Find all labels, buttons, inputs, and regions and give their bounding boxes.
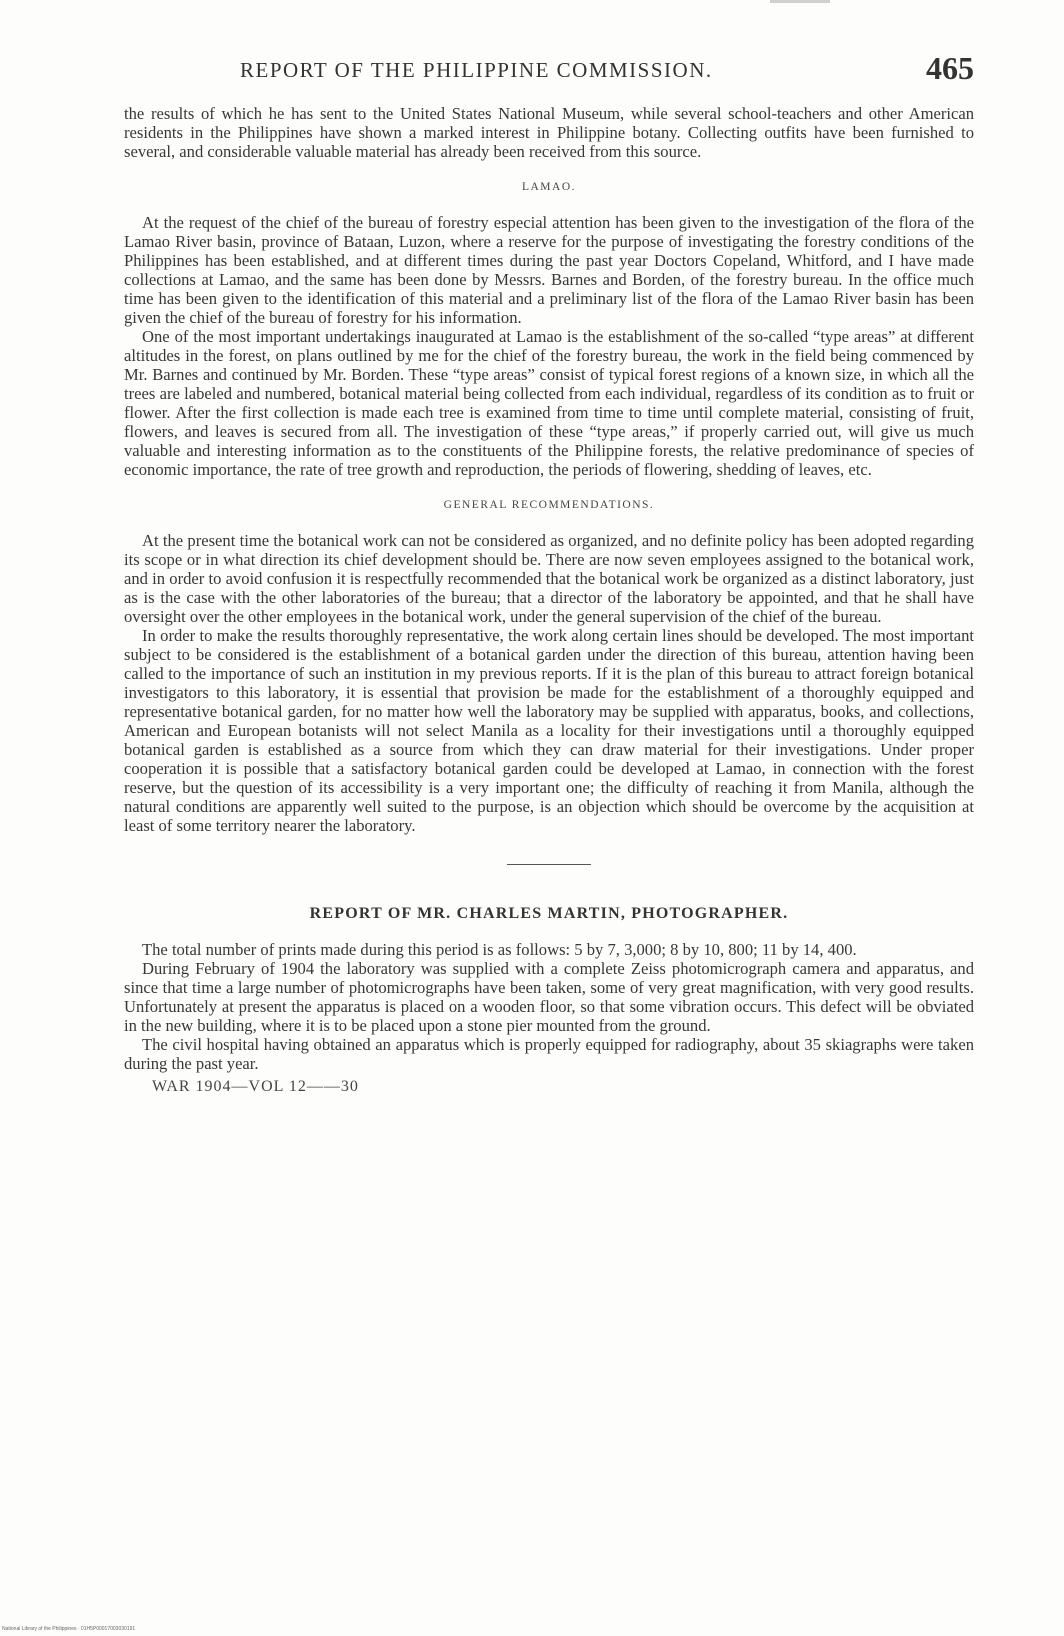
page-number: 465	[926, 50, 974, 86]
report-title: REPORT OF MR. CHARLES MARTIN, PHOTOGRAPHER.	[309, 905, 789, 922]
page-body	[124, 104, 974, 1096]
report-paragraph-2: During February of 1904 the laboratory was supplied with a complete Zeiss photomicrograph camera and apparatus, and since that time a large number of photomicrographs have been taken, some of very great magnification, with very good results. Unfortunately at present the apparatus is placed on a wooden floor, so that some vibration occurs. This defect will be obviated in the new building, where it is to be placed upon a stone pier mounted from the ground.	[124, 959, 974, 1035]
scan-edge-mark	[770, 0, 830, 3]
intro-paragraph: the results of which he has sent to the United States National Museum, while several school-teachers and other American residents in the Philippines have shown a marked interest in Philippine botany. Collecting outfits have been furnished to several, and considerable valuable material has already been received from this source.	[124, 104, 974, 161]
section-heading-general-recommendations: GENERAL RECOMMENDATIONS.	[443, 499, 655, 511]
lamao-paragraph-2: One of the most important undertakings inaugurated at Lamao is the establishment of the so-called “type areas” at different altitudes in the forest, on plans outlined by me for the chief of the forestry bureau, the work in the field being commenced by Mr. Barnes and continued by Mr. Borden. These “type areas” consist of typical forest regions of a known size, in which all the trees are labeled and numbered, botanical material being collected from each individual, regardless of its condition as to fruit or flower. After the first collection is made each tree is examined from time to time until complete material, consisting of fruit, flowers, and leaves is secured from all. The investigation of these “type areas,” if properly carried out, will give us much valuable and interesting information as to the constituents of the Philippine forests, the relative predominance of species of economic importance, the rate of tree growth and reproduction, the periods of flowering, shedding of leaves, etc.	[124, 327, 974, 479]
signature-mark: WAR 1904—VOL 12——30	[152, 1078, 359, 1095]
general-paragraph-2: In order to make the results thoroughly representative, the work along certain lines should be developed. The most important subject to be considered is the establishment of a botanical garden under the direction of this bureau, attention having been called to the importance of such an institution in my previous reports. If it is the plan of this bureau to attract foreign botanical investigators to this laboratory, it is essential that provision be made for the establishment of a thoroughly equipped and representative botanical garden, for no matter how well the laboratory may be supplied with apparatus, books, and collections, American and European botanists will not select Manila as a locality for their investigations until a thoroughly equipped botanical garden is established as a source from which they can draw material for their investigations. Under proper cooperation it is possible that a satisfactory botanical garden could be developed at Lamao, in connection with the forest reserve, but the question of its accessibility is a very important one; the difficulty of reaching it from Manila, although the natural conditions are apparently well suited to the purpose, is an objection which should be overcome by the acquisition at least of some territory nearer the laboratory.	[124, 626, 974, 835]
general-paragraph-1: At the present time the botanical work can not be considered as organized, and no definite policy has been adopted regarding its scope or in what direction its chief development should be. There are now seven employees assigned to the botanical work, and in order to avoid confusion it is respectfully recommended that the botanical work be organized as a distinct laboratory, just as is the case with the other laboratories of the bureau; that a director of the laboratory be appointed, and that he shall have oversight over the other employees in the botanical work, under the general supervision of the chief of the bureau.	[124, 531, 974, 626]
running-head: REPORT OF THE PHILIPPINE COMMISSION.	[240, 58, 713, 82]
section-divider	[507, 864, 591, 865]
section-heading-lamao: LAMAO.	[521, 181, 577, 193]
lamao-paragraph-1: At the request of the chief of the bureau of forestry especial attention has been given to the investigation of the flora of the Lamao River basin, province of Bataan, Luzon, where a reserve for the purpose of investigating the forestry conditions of the Philippines has been established, and at different times during the past year Doctors Copeland, Whitford, and I have made collections at Lamao, and the same has been done by Messrs. Barnes and Borden, of the forestry bureau. In the office much time has been given to the identification of this material and a preliminary list of the flora of the Lamao River basin has been given the chief of the bureau of forestry for his information.	[124, 213, 974, 327]
report-paragraph-1: The total number of prints made during this period is as follows: 5 by 7, 3,000; 8 by 10, 800; 11 by 14, 400.	[142, 940, 857, 959]
scan-footer: National Library of the Philippines · 01H5P00017003030191	[2, 1626, 136, 1632]
page-header	[150, 50, 974, 90]
report-paragraph-3: The civil hospital having obtained an apparatus which is properly equipped for radiography, about 35 skiagraphs were taken during the past year.	[124, 1035, 974, 1073]
